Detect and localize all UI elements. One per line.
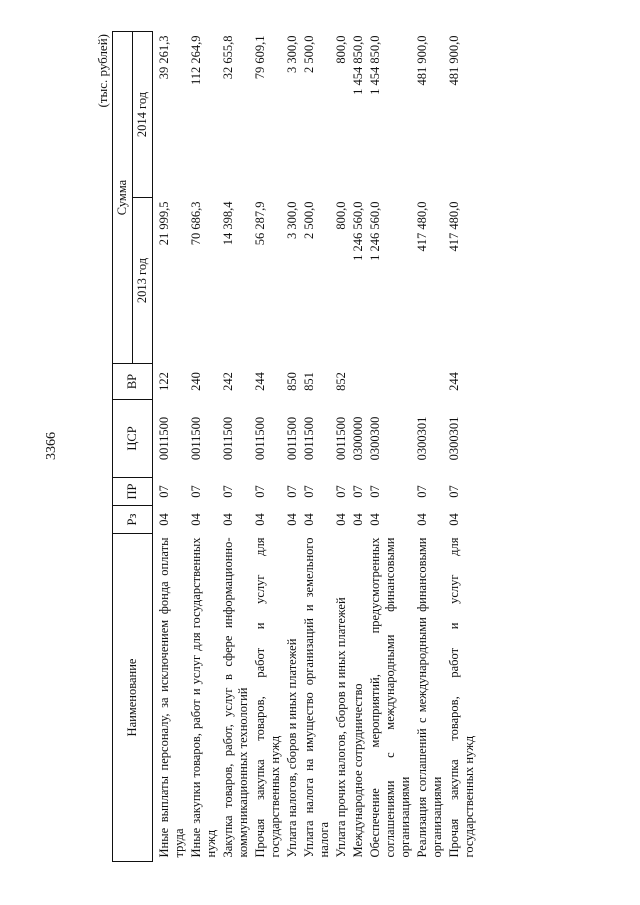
- row-vr: 240: [189, 372, 203, 391]
- table-row: [332, 32, 349, 862]
- row-csr: 0300000: [351, 416, 365, 461]
- row-vr: 851: [302, 372, 316, 391]
- row-rz: 04: [157, 513, 171, 526]
- row-vr: 244: [253, 372, 267, 391]
- row-rz: 04: [334, 513, 348, 526]
- row-rz: 04: [253, 513, 267, 526]
- row-sum-2013: 417 480,0: [447, 201, 461, 252]
- row-rz: 04: [447, 513, 461, 526]
- row-pr: 07: [415, 485, 429, 498]
- row-name: Международное сотрудничество: [351, 683, 365, 858]
- row-name: Уплата налогов, сборов и иных платежей: [285, 638, 299, 858]
- header-name: Наименование: [113, 534, 153, 862]
- row-pr: 07: [302, 485, 316, 498]
- row-pr: 07: [189, 485, 203, 498]
- row-csr: 0300301: [415, 416, 429, 461]
- row-name: Уплата налога на имущество организаций и земельного налога: [302, 537, 331, 858]
- row-csr: 0011500: [334, 416, 348, 461]
- row-rz: 04: [302, 513, 316, 526]
- row-name: Иные выплаты персоналу, за исключением фонда оплаты труда: [157, 537, 186, 858]
- header-2013: 2013 год: [133, 198, 153, 364]
- row-sum-2013: 417 480,0: [415, 201, 429, 252]
- row-pr: 07: [157, 485, 171, 498]
- row-sum-2014: 112 264,9: [189, 35, 203, 86]
- header-2014: 2014 год: [133, 32, 153, 198]
- table-row: [445, 32, 477, 862]
- row-csr: 0011500: [253, 416, 267, 461]
- row-vr: [366, 364, 413, 400]
- row-sum-2014: 79 609,1: [253, 35, 267, 80]
- row-vr: 244: [447, 372, 461, 391]
- row-sum-2013: 1 246 560,0: [368, 201, 382, 261]
- row-vr: 242: [221, 372, 235, 391]
- row-sum-2013: 21 999,5: [157, 201, 171, 246]
- row-pr: 07: [368, 485, 382, 498]
- table-body: [153, 32, 478, 862]
- row-vr: [349, 364, 366, 400]
- table-row: [251, 32, 283, 862]
- header-pr: ПР: [113, 478, 153, 506]
- row-sum-2014: 2 500,0: [302, 35, 316, 73]
- row-rz: 04: [221, 513, 235, 526]
- row-pr: 07: [334, 485, 348, 498]
- table-header: [113, 32, 153, 862]
- table-row: [283, 32, 300, 862]
- row-sum-2014: 32 655,8: [221, 35, 235, 80]
- row-rz: 04: [351, 513, 365, 526]
- row-rz: 04: [415, 513, 429, 526]
- row-vr: 850: [285, 372, 299, 391]
- row-csr: 0011500: [157, 416, 171, 461]
- header-rz: Рз: [113, 506, 153, 534]
- row-vr: 122: [157, 372, 171, 391]
- row-sum-2014: 3 300,0: [285, 35, 299, 73]
- row-name: Закупка товаров, работ, услуг в сфере информационно-коммуникационных технологий: [221, 537, 250, 858]
- table-row: [153, 32, 188, 862]
- row-sum-2014: 800,0: [334, 35, 348, 64]
- units-label: (тыс. рублей): [95, 34, 110, 108]
- row-name: Прочая закупка товаров, работ и услуг для государственных нужд: [253, 537, 282, 858]
- budget-table: [112, 31, 477, 862]
- table-row: [219, 32, 251, 862]
- row-name: Иные закупки товаров, работ и услуг для государственных нужд: [189, 537, 218, 858]
- row-pr: 07: [447, 485, 461, 498]
- header-sum: Сумма: [113, 32, 133, 364]
- row-rz: 04: [189, 513, 203, 526]
- row-pr: 07: [351, 485, 365, 498]
- row-vr: 852: [334, 372, 348, 391]
- row-sum-2013: 800,0: [334, 201, 348, 230]
- row-csr: 0011500: [221, 416, 235, 461]
- row-sum-2013: 14 398,4: [221, 201, 235, 246]
- row-vr: [413, 364, 445, 400]
- row-sum-2014: 481 900,0: [415, 35, 429, 86]
- row-pr: 07: [221, 485, 235, 498]
- table-row: [349, 32, 366, 862]
- row-rz: 04: [285, 513, 299, 526]
- row-sum-2014: 39 261,3: [157, 35, 171, 80]
- row-csr: 0300301: [447, 416, 461, 461]
- table-row: [300, 32, 332, 862]
- row-sum-2013: 3 300,0: [285, 201, 299, 239]
- row-csr: 0011500: [285, 416, 299, 461]
- row-csr: 0011500: [302, 416, 316, 461]
- row-csr: 0300300: [368, 416, 382, 461]
- row-name: Обеспечение мероприятий, предусмотренных соглашениями с международными финансовыми организациями: [368, 537, 412, 858]
- row-sum-2013: 2 500,0: [302, 201, 316, 239]
- row-pr: 07: [285, 485, 299, 498]
- row-pr: 07: [253, 485, 267, 498]
- row-name: Реализация соглашений с международными финансовыми организациями: [415, 537, 444, 858]
- table-row: [187, 32, 219, 862]
- row-name: Прочая закупка товаров, работ и услуг для государственных нужд: [447, 537, 476, 858]
- table-row: [366, 32, 413, 862]
- row-sum-2014: 481 900,0: [447, 35, 461, 86]
- row-sum-2013: 1 246 560,0: [351, 201, 365, 261]
- row-rz: 04: [368, 513, 382, 526]
- table-row: [413, 32, 445, 862]
- row-sum-2013: 70 686,3: [189, 201, 203, 246]
- header-csr: ЦСР: [113, 400, 153, 478]
- rotated-page-content: [94, 32, 564, 862]
- row-sum-2014: 1 454 850,0: [368, 35, 382, 95]
- header-vr: ВР: [113, 364, 153, 400]
- row-sum-2014: 1 454 850,0: [351, 35, 365, 95]
- row-sum-2013: 56 287,9: [253, 201, 267, 246]
- row-csr: 0011500: [189, 416, 203, 461]
- row-name: Уплата прочих налогов, сборов и иных платежей: [334, 597, 348, 858]
- page-number: 3366: [44, 432, 59, 460]
